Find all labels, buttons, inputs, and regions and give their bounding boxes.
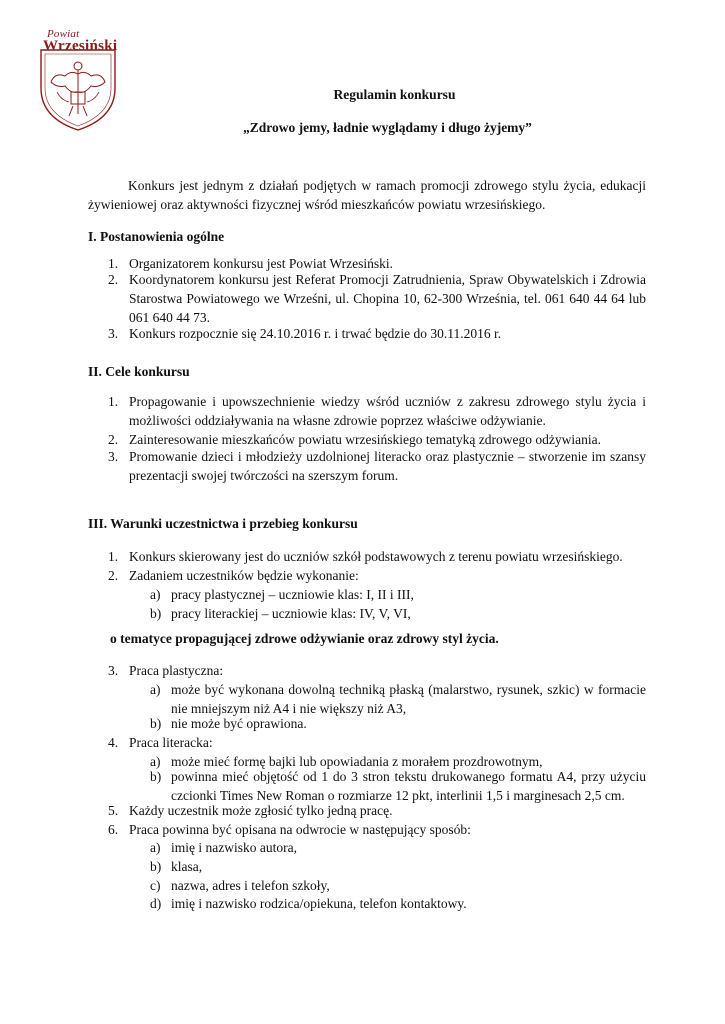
list-item: 3. Praca plastyczna: (108, 663, 224, 678)
sub-list-item: b) pracy literackiej – uczniowie klas: IV, V, VI, (150, 606, 411, 621)
section-heading-3: III. Warunki uczestnictwa i przebieg konkursu (88, 516, 358, 531)
intro-paragraph: Konkurs jest jednym z działań podjętych w ramach promocji zdrowego stylu życia, edukacji żywieniowej oraz aktywności fizycznej wśród mieszkańców powiatu wrzesińskiego. (88, 178, 646, 212)
sub-list-item: b) nie może być oprawiona. (150, 716, 307, 731)
logo-line1: Powiat (47, 28, 80, 40)
list-item: 4. Praca literacka: (108, 735, 213, 750)
sub-list-item: a) pracy plastycznej – uczniowie klas: I, II i III, (150, 587, 414, 602)
list-item: 1. Propagowanie i upowszechnienie wiedzy wśród uczniów z zakresu zdrowego stylu życia i możliwości oddziaływania na własne zdrowie poprzez właściwe odżywianie. (108, 394, 646, 428)
section-heading-2: II. Cele konkursu (88, 364, 190, 379)
sub-list-item: b) powinna mieć objętość od 1 do 3 stron tekstu drukowanego formatu A4, przy użyciu czcionki Times New Roman o rozmiarze 12 pkt, interlinii 1,5 i marginesach 2,5 cm. (150, 769, 646, 803)
theme-note: o tematyce propagującej zdrowe odżywianie oraz zdrowy styl życia. (110, 631, 499, 646)
list-item: 5. Każdy uczestnik może zgłosić tylko jedną pracę. (108, 803, 393, 818)
list-item: 2. Koordynatorem konkursu jest Referat Promocji Zatrudnienia, Spraw Obywatelskich i Zdrowia Starostwa Powiatowego we Wrześni, ul. Chopina 10, 62-300 Września, tel. 061 640 44 64 lub 061 640 44 73. (108, 272, 646, 325)
sub-list-item: a) może mieć formę bajki lub opowiadania z morałem prozdrowotnym, (150, 754, 543, 769)
page-title: Regulamin konkursu (333, 87, 456, 102)
sub-list-item: a) imię i nazwisko autora, (150, 840, 297, 855)
page-subtitle: „Zdrowo jemy, ładnie wyglądamy i długo żyjemy” (243, 120, 532, 135)
list-item: 6. Praca powinna być opisana na odwrocie w następujący sposób: (108, 822, 471, 837)
list-item: 3. Konkurs rozpocznie się 24.10.2016 r. i trwać będzie do 30.11.2016 r. (108, 326, 502, 341)
list-item: 2. Zainteresowanie mieszkańców powiatu wrzesińskiego tematyką zdrowego odżywiania. (108, 432, 601, 447)
sub-list-item: d) imię i nazwisko rodzica/opiekuna, telefon kontaktowy. (150, 896, 467, 911)
section-heading-1: I. Postanowienia ogólne (88, 229, 225, 244)
logo-line2: Wrzesiński (43, 38, 118, 54)
sub-list-item: a) może być wykonana dowolną techniką płaską (malarstwo, rysunek, szkic) w formacie nie mniejszym niż A4 i nie większy niż A3, (150, 682, 646, 716)
sub-list-item: c) nazwa, adres i telefon szkoły, (150, 878, 330, 893)
list-item: 1. Konkurs skierowany jest do uczniów szkół podstawowych z terenu powiatu wrzesińskiego. (108, 549, 623, 564)
list-item: 2. Zadaniem uczestników będzie wykonanie: (108, 568, 359, 583)
sub-list-item: b) klasa, (150, 859, 203, 874)
list-item: 3. Promowanie dzieci i młodzieży uzdolnionej literacko oraz plastycznie – stworzenie im szansy prezentacji swojej twórczości na szerszym forum. (108, 449, 646, 483)
list-item: 1. Organizatorem konkursu jest Powiat Wrzesiński. (108, 256, 394, 271)
county-logo (35, 28, 139, 132)
